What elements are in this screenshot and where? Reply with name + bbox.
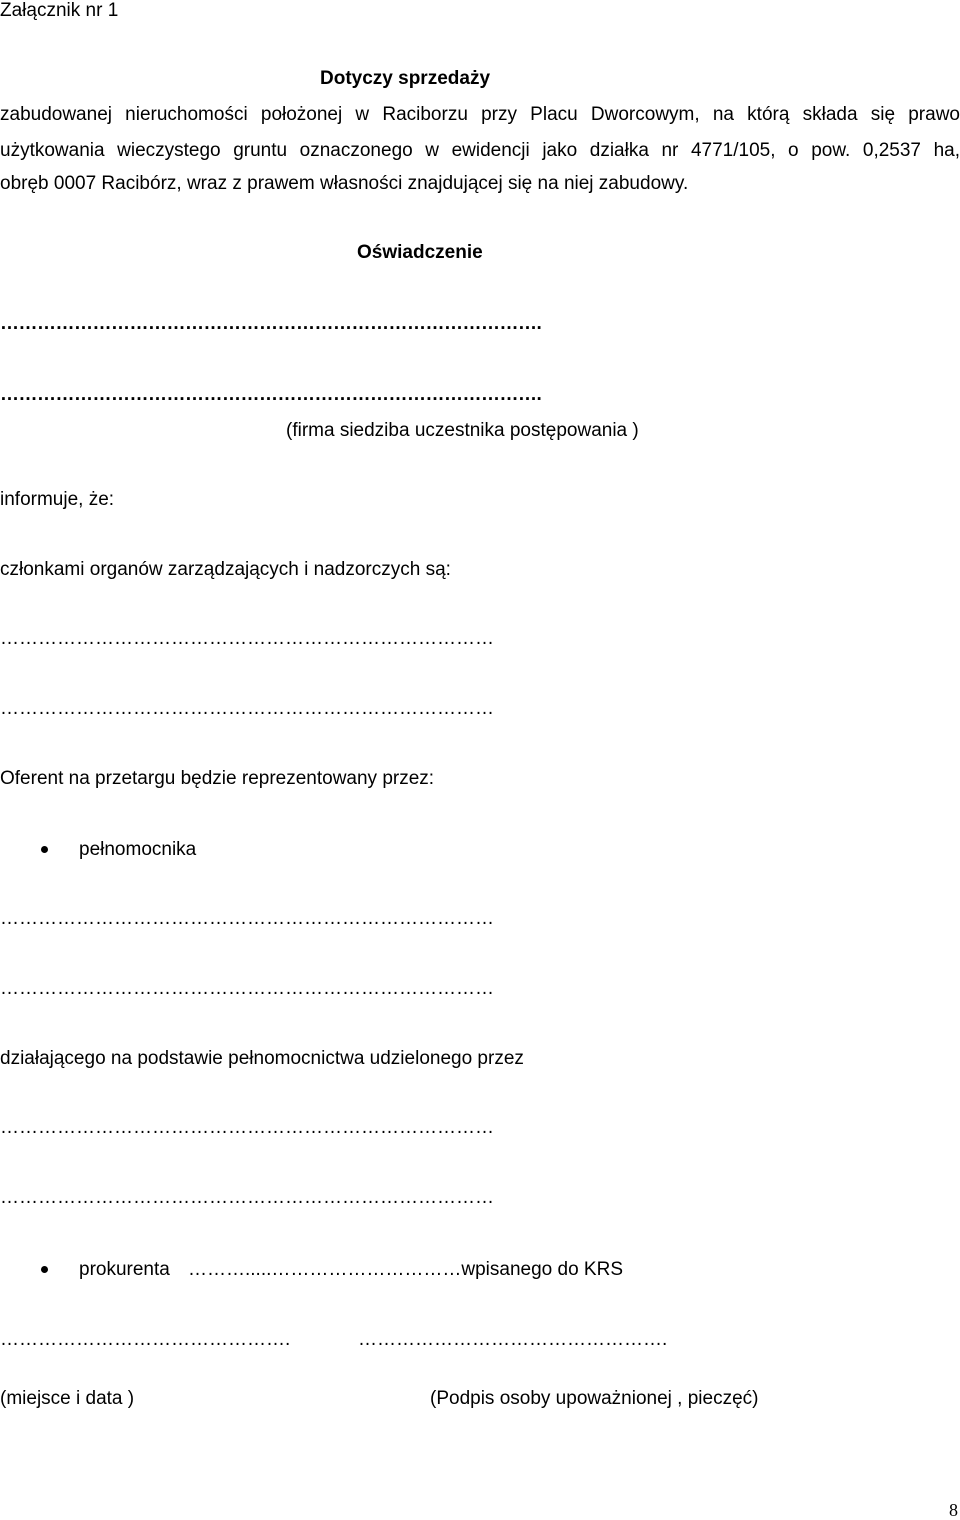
signature-dotted-line: ………………………………………….	[358, 1329, 668, 1350]
firm-caption: (firma siedziba uczestnika postępowania )	[286, 420, 639, 441]
subject-line-3: obręb 0007 Racibórz, wraz z prawem własności znajdującej się na niej zabudowy.	[0, 173, 689, 194]
authority-label: działającego na podstawie pełnomocnictwa udzielonego przez	[0, 1048, 524, 1069]
subject-line-1: zabudowanej nieruchomości położonej w Raciborzu przy Placu Dworcowym, na którą składa się prawo	[0, 104, 960, 125]
option-attorney-label: pełnomocnika	[79, 839, 197, 860]
members-dotted-line-1: ……………………………………………………………………	[0, 628, 494, 649]
place-date-dotted-line: ……………………………………….	[0, 1329, 291, 1350]
represented-label: Oferent na przetargu będzie reprezentowany przez:	[0, 768, 435, 789]
authority-dotted-line-1: ……………………………………………………………………	[0, 1117, 494, 1138]
signature-caption: (Podpis osoby upoważnionej , pieczęć)	[430, 1388, 759, 1409]
subject-title: Dotyczy sprzedaży	[320, 68, 491, 89]
declaration-title: Oświadczenie	[357, 242, 483, 263]
authority-dotted-line-2: ……………………………………………………………………	[0, 1187, 494, 1208]
bullet-icon	[41, 846, 48, 853]
members-label: członkami organów zarządzających i nadzorczych są:	[0, 559, 451, 580]
proxy-krs-line: ……….....…………………………wpisanego do KRS	[188, 1259, 623, 1280]
bullet-icon	[41, 1266, 48, 1273]
place-date-caption: (miejsce i data )	[0, 1388, 135, 1409]
firm-dotted-line-1: …………………………………………………………………………….	[0, 313, 542, 334]
informs-label: informuje, że:	[0, 489, 115, 510]
attachment-label: Załącznik nr 1	[0, 0, 119, 21]
firm-dotted-line-2: …………………………………………………………………………….	[0, 384, 542, 405]
attorney-dotted-line-2: ……………………………………………………………………	[0, 978, 494, 999]
subject-line-2: użytkowania wieczystego gruntu oznaczonego w ewidencji jako działka nr 4771/105, o pow. 0,2537 ha,	[0, 140, 960, 161]
members-dotted-line-2: ……………………………………………………………………	[0, 698, 494, 719]
attorney-dotted-line-1: ……………………………………………………………………	[0, 908, 494, 929]
page-number: 8	[949, 1500, 958, 1520]
option-proxy-label: prokurenta	[79, 1259, 170, 1280]
